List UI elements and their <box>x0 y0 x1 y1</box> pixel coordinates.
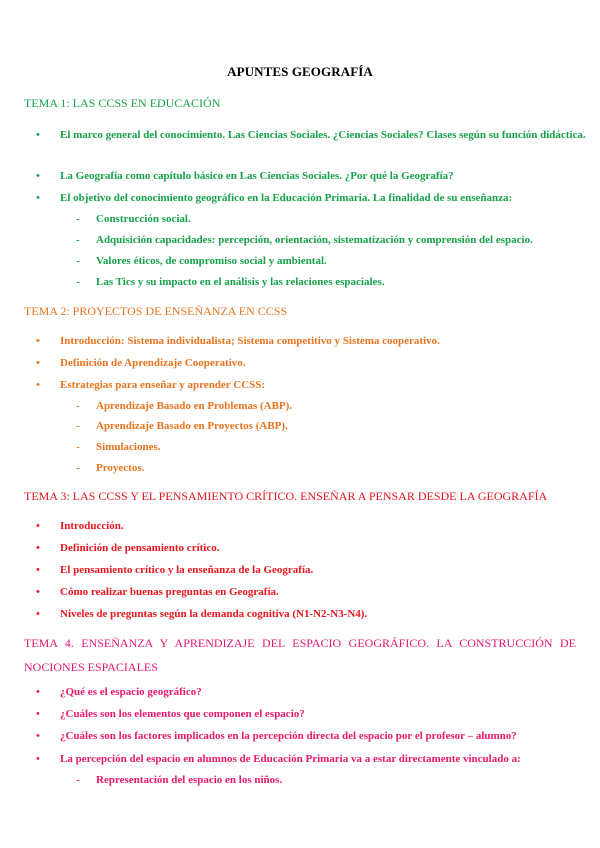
sub-list-item-text: Representación del espacio en los niños. <box>96 774 283 786</box>
list-item <box>36 706 588 723</box>
bullet-icon: • <box>36 379 40 391</box>
sub-list-item-text: Aprendizaje Basado en Problemas (ABP). <box>96 400 293 412</box>
sub-list-item <box>76 460 576 477</box>
sub-list-item <box>76 398 576 415</box>
bullet-icon: • <box>36 170 40 182</box>
bullet-icon: • <box>36 608 40 620</box>
list-item <box>36 377 588 394</box>
bullet-icon: • <box>36 542 40 554</box>
sub-list-item <box>76 439 576 456</box>
list-item-text: Definición de Aprendizaje Cooperativo. <box>60 357 246 369</box>
list-item <box>36 728 588 745</box>
list-item-text: Introducción: Sistema individualista; Sistema competitivo y Sistema cooperativo. <box>60 335 440 347</box>
list-item-text: El objetivo del conocimiento geográfico en la Educación Primaria. La finalidad de su enseñanza: <box>60 192 513 204</box>
sub-list-item-text: Construcción social. <box>96 213 191 225</box>
section-4-heading: TEMA 4. ENSEÑANZA Y APRENDIZAJE DEL ESPACIO GEOGRÁFICO. LA CONSTRUCCIÓN DE NOCIONES ESPACIALES <box>24 636 576 674</box>
list-item-text: ¿Qué es el espacio geográfico? <box>60 686 202 698</box>
bullet-icon: • <box>36 192 40 204</box>
dash-icon: - <box>76 276 80 288</box>
sub-list-item <box>76 232 576 249</box>
bullet-icon: • <box>36 586 40 598</box>
bullet-icon: • <box>36 357 40 369</box>
sub-list-item-text: Simulaciones. <box>96 441 161 453</box>
bullet-icon: • <box>36 686 40 698</box>
dash-icon: - <box>76 234 80 246</box>
sub-list-item <box>76 211 576 228</box>
list-item-text: El marco general del conocimiento. Las Ciencias Sociales. ¿Ciencias Sociales? Clases según su función didáctica. <box>60 129 586 141</box>
list-item <box>36 584 588 601</box>
dash-icon: - <box>76 441 80 453</box>
list-item-text: Cómo realizar buenas preguntas en Geografía. <box>60 586 279 598</box>
list-item-text: Estrategias para enseñar y aprender CCSS: <box>60 379 266 391</box>
list-item <box>36 518 588 535</box>
list-item-text: Definición de pensamiento crítico. <box>60 542 220 554</box>
section-3-heading: TEMA 3: LAS CCSS Y EL PENSAMIENTO CRÍTICO. ENSEÑAR A PENSAR DESDE LA GEOGRAFÍA <box>24 489 548 503</box>
dash-icon: - <box>76 462 80 474</box>
sub-list-item <box>76 274 576 291</box>
list-item-text: La Geografía como capítulo básico en Las Ciencias Sociales. ¿Por qué la Geografía? <box>60 170 454 182</box>
list-item-text: El pensamiento crítico y la enseñanza de la Geografía. <box>60 564 314 576</box>
list-item <box>36 127 588 144</box>
dash-icon: - <box>76 400 80 412</box>
list-item <box>36 540 588 557</box>
bullet-icon: • <box>36 520 40 532</box>
list-item <box>36 190 588 207</box>
document-title: APUNTES GEOGRAFÍA <box>227 64 373 79</box>
bullet-icon: • <box>36 730 40 742</box>
sub-list-item <box>76 253 576 270</box>
bullet-icon: • <box>36 335 40 347</box>
bullet-icon: • <box>36 129 40 141</box>
list-item <box>36 606 588 623</box>
sub-list-item-text: Proyectos. <box>96 462 145 474</box>
dash-icon: - <box>76 774 80 786</box>
list-item-text: Niveles de preguntas según la demanda cognitiva (N1-N2-N3-N4). <box>60 608 368 620</box>
bullet-icon: • <box>36 753 40 765</box>
list-item <box>36 562 588 579</box>
section-1-heading: TEMA 1: LAS CCSS EN EDUCACIÓN <box>24 96 221 110</box>
list-item <box>36 684 588 701</box>
dash-icon: - <box>76 255 80 267</box>
sub-list-item-text: Valores éticos, de compromiso social y ambiental. <box>96 255 327 267</box>
section-2-heading: TEMA 2: PROYECTOS DE ENSEÑANZA EN CCSS <box>24 304 288 318</box>
list-item <box>36 355 588 372</box>
list-item <box>36 333 588 350</box>
list-item-text: ¿Cuáles son los factores implicados en la percepción directa del espacio por el profesor – alumno? <box>60 730 517 742</box>
list-item-text: Introducción. <box>60 520 124 532</box>
sub-list-item-text: Aprendizaje Basado en Proyectos (ABP). <box>96 420 288 432</box>
sub-list-item-text: Las Tics y su impacto en el análisis y las relaciones espaciales. <box>96 276 385 288</box>
list-item <box>36 751 588 768</box>
list-item-text: ¿Cuáles son los elementos que componen el espacio? <box>60 708 305 720</box>
sub-list-item-text: Adquisición capacidades: percepción, orientación, sistematización y comprensión del espacio. <box>96 234 533 246</box>
dash-icon: - <box>76 420 80 432</box>
bullet-icon: • <box>36 708 40 720</box>
dash-icon: - <box>76 213 80 225</box>
list-item-text: La percepción del espacio en alumnos de Educación Primaria va a estar directamente vinculado a: <box>60 753 521 765</box>
bullet-icon: • <box>36 564 40 576</box>
list-item <box>36 168 588 185</box>
sub-list-item <box>76 772 576 789</box>
sub-list-item <box>76 418 576 435</box>
